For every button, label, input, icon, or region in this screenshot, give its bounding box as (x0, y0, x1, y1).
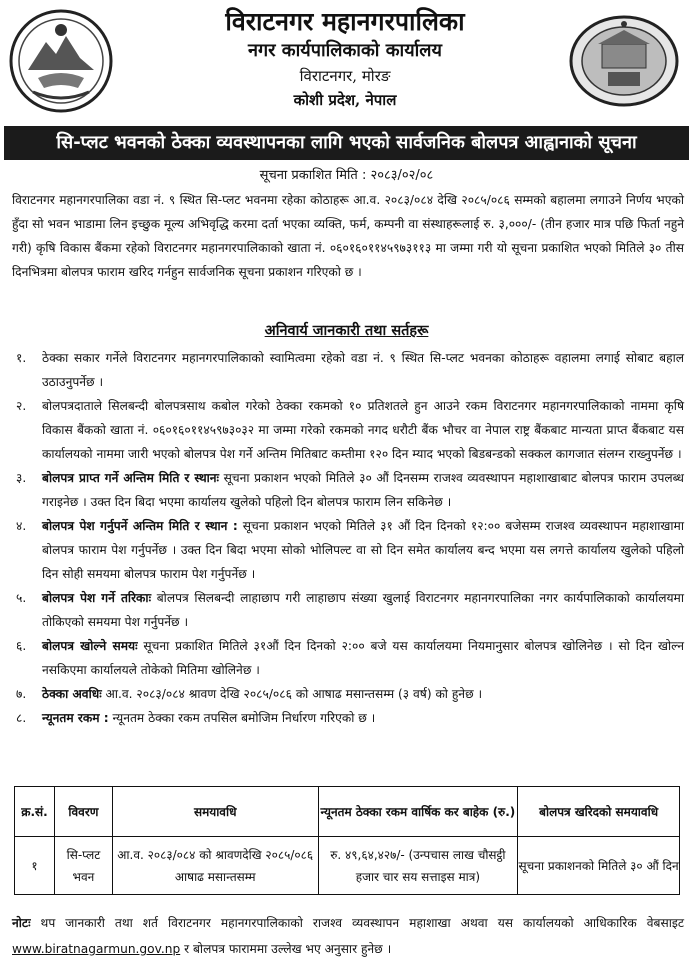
condition-text (42, 514, 684, 586)
cell-period: आ.व. २०८३/०८४ को श्रावणदेखि २०८५/०८६ आषाढ मसान्तसम्म (112, 837, 318, 895)
tender-table-wrapper (14, 786, 680, 895)
condition-detail: बोलपत्र सिलबन्दी लाहाछाप गरी लाहाछाप संख्या खुलाई विराटनगर महानगरपालिका नगर कार्यपालिकाको कार्यालयमा तोकिएको समयमा पेश गर्नुपर्नेछ । (42, 591, 684, 629)
intro-paragraph: विराटनगर महानगरपालिका वडा नं. ९ स्थित सि-प्लट भवनमा रहेका कोठाहरू आ.व. २०८३/०८४ देखि २०८५/०८६ सम्मको बहालमा लगाउने निर्णय भएको हुँदा सो भवन भाडामा लिन इच्छुक मूल्य अभिवृद्धि करमा दर्ता भएका व्यक्ति, फर्म, कम्पनी वा संस्थाहरूलाई रु. ३,०००/- (तीन हजार मात्र पछि फिर्ता नहुने गरी) कृषि विकास बैंकमा रहेको विराटनगर महानगरपालिकाको खाता नं. ०६०१६०११४५९७३११३ मा जम्मा गरी यो सूचना प्रकाशित भएको मितिले ३० तीस दिनभित्रमा बोलपत्र फाराम खरिद गर्नहुन सार्वजनिक सूचना प्रकाशन गरिएको छ । (12, 193, 684, 279)
note-text-end: र बोलपत्र फाराममा उल्लेख भए अनुसार हुनेछ । (180, 942, 392, 956)
condition-number: ७. (16, 687, 27, 701)
notice-header (0, 0, 693, 122)
cell-serial: १ (15, 837, 55, 895)
condition-item (12, 394, 684, 466)
condition-detail: बोलपत्रदाताले सिलबन्दी बोलपत्रसाथ कबोल गरेको ठेक्का रकमको १० प्रतिशतले हुन आउने रकम विराटनगर महानगरपालिकाको नाममा कृषि विकास बैंकको खाता नं. ०६०१६०११४५९७३०३२ मा जम्मा गरेको रकमको नगद धरौटी बैंक भौचर वा नेपाल राष्ट्र बैंकबाट मान्यता प्राप्त बैंकबाट यस कार्यालयको नाममा जारी भएको बोलपत्र पेश गर्ने अन्तिम मितिबाट कम्तीमा १२० दिन म्याद भएको बिडबन्डको सक्कल कागजात संलग्न राख्नुपर्नेछ । (42, 399, 684, 461)
notice-title-banner: सि-प्लट भवनको ठेक्का व्यवस्थापनका लागि भएको सार्वजनिक बोलपत्र आह्वानाको सूचना (4, 126, 689, 160)
conditions-list (12, 346, 684, 730)
condition-number: ३. (16, 471, 27, 485)
condition-title: बोलपत्र पेश गर्ने तरिकाः (42, 591, 152, 605)
condition-item (12, 514, 684, 586)
condition-item (12, 466, 684, 514)
note-text: थप जानकारी तथा शर्त विराटनगर महानगरपालिकाको राजश्व व्यवस्थापन महाशाखा अथवा यस कार्यालयको आधिकारिक वेबसाइट (30, 916, 684, 930)
table-header-row (15, 787, 680, 837)
cell-purchase-period: सूचना प्रकाशनको मितिले ३० औं दिन (518, 837, 680, 895)
condition-title: बोलपत्र प्राप्त गर्ने अन्तिम मिति र स्थानः (42, 471, 220, 485)
condition-text (42, 706, 684, 730)
header-description: विवरण (54, 787, 112, 837)
footer-note (12, 910, 684, 962)
conditions-heading-text: अनिवार्य जानकारी तथा सर्तहरू (264, 323, 429, 339)
condition-text (42, 586, 684, 634)
header-purchase-period: बोलपत्र खरिदको समयावधि (518, 787, 680, 837)
condition-number: ८. (16, 711, 27, 725)
condition-detail: सूचना प्रकाशित मितिले ३१औं दिन दिनको २:०० बजे यस कार्यालयमा नियमानुसार बोलपत्र खोलिनेछ । सो दिन खोल्न नसकिएमा कार्यालयले तोकेको मितिमा खोलिनेछ । (42, 639, 685, 677)
office-name: नगर कार्यपालिकाको कार्यालय (248, 40, 442, 61)
condition-number: १. (16, 351, 27, 365)
conditions-heading (0, 320, 693, 342)
office-location: विराटनगर, मोरङ (299, 67, 391, 85)
condition-title: ठेक्का अवधिः (42, 687, 102, 701)
condition-detail: ठेक्का सकार गर्नेले विराटनगर महानगरपालिकाको स्वामित्वमा रहेको वडा नं. ९ स्थित सि-प्लट भवनका कोठाहरू वहालमा लगाई सोबाट बहाल उठाउनुपर्नेछ । (42, 351, 684, 389)
header-period: समयावधि (112, 787, 318, 837)
tender-table (14, 786, 680, 895)
cell-description: सि-प्लट भवन (54, 837, 112, 895)
condition-title: बोलपत्र पेश गर्नुपर्ने अन्तिम मिति र स्थान : (42, 519, 238, 533)
condition-item (12, 634, 684, 682)
condition-detail: सूचना प्रकाशन भएको मितिले ३१ औं दिन दिनको १२:०० बजेसम्म राजश्व व्यवस्थापन महाशाखामा बोलपत्र फाराम पेश गर्नुपर्नेछ । उक्त दिन बिदा भएमा सोको भोलिपल्ट वा सो दिन समेत कार्यालय बन्द भएमा यस लगत्ते कार्यालय खुलेको पहिलो दिन सोही समयमा बोलपत्र फाराम पेश गर्नुपर्नेछ । (42, 519, 685, 581)
cell-minimum-amount: रु. ४९,६४,४२७/- (उन्पचास लाख चौसट्ठी हजार चार सय सत्ताइस मात्र) (318, 837, 518, 895)
condition-text (42, 682, 684, 706)
nepal-emblem-icon (8, 8, 114, 114)
condition-item (12, 346, 684, 394)
municipality-seal-icon (568, 14, 680, 108)
header-serial: क्र.सं. (15, 787, 55, 837)
condition-number: ५. (16, 591, 27, 605)
condition-number: २. (16, 399, 27, 413)
condition-detail: आ.व. २०८३/०८४ श्रावण देखि २०८५/०८६ को आषाढ मसान्तसम्म (३ वर्ष) को हुनेछ । (101, 687, 483, 701)
municipality-name: विराटनगर महानगरपालिका (225, 7, 465, 36)
condition-item (12, 682, 684, 706)
condition-title: बोलपत्र खोल्ने समयः (42, 639, 138, 653)
condition-item (12, 586, 684, 634)
condition-text (42, 634, 684, 682)
condition-number: ४. (16, 519, 27, 533)
publication-date: सूचना प्रकाशित मिति : २०८३/०२/०८ (259, 168, 434, 183)
office-title-block (130, 6, 560, 112)
table-row (15, 837, 680, 895)
condition-item (12, 706, 684, 730)
office-province: कोशी प्रदेश, नेपाल (293, 91, 397, 109)
condition-detail: न्यूनतम ठेक्का रकम तपसिल बमोजिम निर्धारण गरिएको छ । (108, 711, 376, 725)
condition-text (42, 394, 684, 466)
condition-text (42, 466, 684, 514)
condition-number: ६. (16, 639, 27, 653)
condition-title: न्यूनतम रकम : (42, 711, 109, 725)
note-label: नोटः (12, 916, 31, 930)
website-link[interactable]: www.biratnagarmun.gov.np (12, 942, 181, 956)
header-minimum-amount: न्यूनतम ठेक्का रकम वार्षिक कर बाहेक (रु.) (318, 787, 518, 837)
condition-text (42, 346, 684, 394)
condition-detail: सूचना प्रकाशन भएको मितिले ३० औं दिनसम्म राजश्व व्यवस्थापन महाशाखाबाट बोलपत्र फाराम उपलब्ध गराइनेछ । उक्त दिन बिदा भएमा कार्यालय खुलेको पहिलो दिन बोलपत्र फाराम लिन सकिनेछ । (42, 471, 684, 509)
